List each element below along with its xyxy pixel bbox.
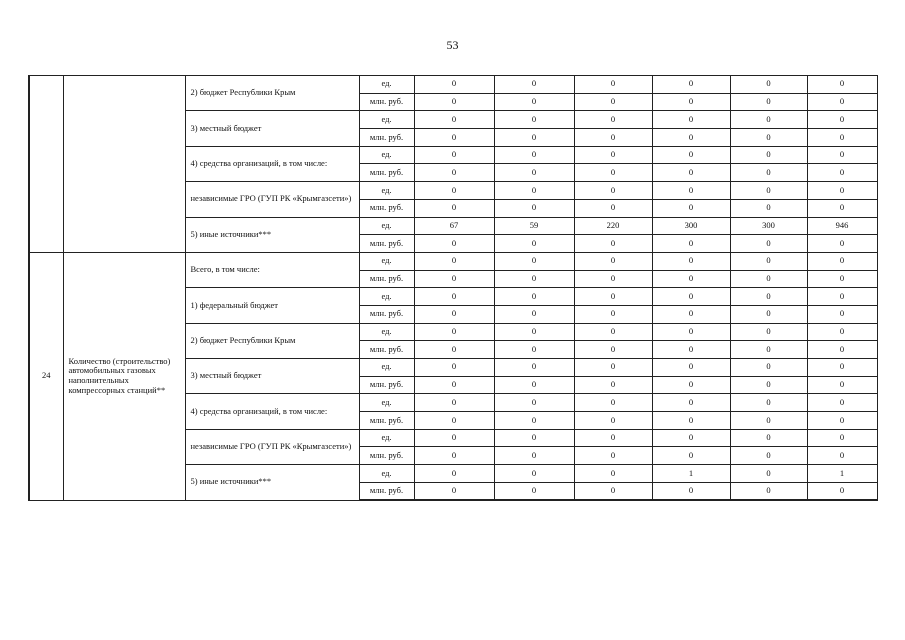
value-cell: 0	[414, 376, 494, 394]
page-number: 53	[446, 38, 459, 52]
value-cell: 0	[652, 164, 730, 182]
item-number-cell	[29, 76, 63, 253]
unit-cell: млн. руб.	[359, 376, 414, 394]
value-cell: 0	[414, 182, 494, 200]
unit-cell: ед.	[359, 465, 414, 483]
value-cell: 0	[807, 235, 877, 253]
unit-cell: ед.	[359, 182, 414, 200]
value-cell: 0	[414, 341, 494, 359]
unit-cell: ед.	[359, 252, 414, 270]
value-cell: 0	[730, 288, 807, 306]
value-cell: 0	[494, 252, 574, 270]
value-cell: 0	[414, 93, 494, 111]
value-cell: 0	[494, 412, 574, 430]
value-cell: 0	[494, 376, 574, 394]
value-cell: 0	[494, 465, 574, 483]
value-cell: 0	[807, 146, 877, 164]
value-cell: 0	[730, 482, 807, 500]
funding-source-cell: Всего, в том числе:	[185, 252, 359, 287]
value-cell: 1	[807, 465, 877, 483]
value-cell: 0	[652, 447, 730, 465]
funding-source-cell: 4) средства организаций, в том числе:	[185, 146, 359, 181]
value-cell: 0	[414, 146, 494, 164]
value-cell: 0	[807, 129, 877, 147]
value-cell: 0	[807, 288, 877, 306]
value-cell: 0	[414, 252, 494, 270]
value-cell: 0	[494, 323, 574, 341]
value-cell: 0	[730, 447, 807, 465]
unit-cell: ед.	[359, 323, 414, 341]
value-cell: 0	[730, 341, 807, 359]
value-cell: 0	[414, 129, 494, 147]
value-cell: 0	[730, 164, 807, 182]
value-cell: 0	[414, 111, 494, 129]
value-cell: 0	[574, 270, 652, 288]
value-cell: 0	[414, 76, 494, 94]
value-cell: 0	[494, 235, 574, 253]
value-cell: 0	[807, 305, 877, 323]
value-cell: 0	[807, 76, 877, 94]
value-cell: 0	[494, 164, 574, 182]
value-cell: 0	[494, 305, 574, 323]
value-cell: 0	[494, 429, 574, 447]
value-cell: 0	[652, 111, 730, 129]
value-cell: 0	[574, 305, 652, 323]
value-cell: 0	[730, 182, 807, 200]
value-cell: 0	[730, 146, 807, 164]
value-cell: 0	[494, 394, 574, 412]
value-cell: 0	[652, 76, 730, 94]
value-cell: 0	[574, 93, 652, 111]
value-cell: 0	[574, 146, 652, 164]
value-cell: 946	[807, 217, 877, 235]
value-cell: 0	[574, 288, 652, 306]
value-cell: 67	[414, 217, 494, 235]
value-cell: 0	[652, 412, 730, 430]
value-cell: 0	[574, 235, 652, 253]
unit-cell: ед.	[359, 288, 414, 306]
funding-source-cell: независимые ГРО (ГУП РК «Крымгазсети»)	[185, 429, 359, 464]
value-cell: 0	[652, 93, 730, 111]
value-cell: 0	[414, 394, 494, 412]
value-cell: 0	[494, 146, 574, 164]
value-cell: 0	[652, 429, 730, 447]
table-body	[29, 76, 877, 501]
value-cell: 0	[494, 129, 574, 147]
value-cell: 0	[494, 182, 574, 200]
value-cell: 0	[574, 182, 652, 200]
value-cell: 0	[574, 482, 652, 500]
value-cell: 0	[730, 93, 807, 111]
value-cell: 0	[730, 270, 807, 288]
value-cell: 0	[652, 199, 730, 217]
value-cell: 0	[807, 323, 877, 341]
value-cell: 0	[574, 412, 652, 430]
value-cell: 0	[574, 465, 652, 483]
value-cell: 0	[574, 76, 652, 94]
value-cell: 0	[807, 447, 877, 465]
unit-cell: млн. руб.	[359, 341, 414, 359]
unit-cell: млн. руб.	[359, 447, 414, 465]
unit-cell: ед.	[359, 146, 414, 164]
value-cell: 0	[414, 359, 494, 377]
indicator-name-cell: Количество (строительство) автомобильных газовых наполнительных компрессорных станций**	[63, 252, 185, 500]
value-cell: 0	[574, 199, 652, 217]
funding-source-cell: 3) местный бюджет	[185, 111, 359, 146]
value-cell: 0	[574, 429, 652, 447]
value-cell: 0	[730, 376, 807, 394]
value-cell: 0	[652, 482, 730, 500]
value-cell: 0	[652, 252, 730, 270]
value-cell: 0	[574, 323, 652, 341]
unit-cell: млн. руб.	[359, 164, 414, 182]
value-cell: 0	[807, 93, 877, 111]
value-cell: 0	[414, 199, 494, 217]
value-cell: 0	[652, 305, 730, 323]
value-cell: 0	[494, 199, 574, 217]
value-cell: 0	[494, 288, 574, 306]
value-cell: 0	[494, 341, 574, 359]
value-cell: 0	[807, 412, 877, 430]
funding-source-cell: 4) средства организаций, в том числе:	[185, 394, 359, 429]
funding-source-cell: независимые ГРО (ГУП РК «Крымгазсети»)	[185, 182, 359, 217]
value-cell: 0	[807, 252, 877, 270]
unit-cell: млн. руб.	[359, 270, 414, 288]
value-cell: 0	[414, 412, 494, 430]
value-cell: 0	[414, 270, 494, 288]
value-cell: 0	[574, 129, 652, 147]
value-cell: 0	[414, 235, 494, 253]
value-cell: 300	[652, 217, 730, 235]
value-cell: 0	[807, 111, 877, 129]
value-cell: 0	[494, 447, 574, 465]
value-cell: 0	[494, 76, 574, 94]
value-cell: 0	[574, 359, 652, 377]
value-cell: 0	[730, 235, 807, 253]
unit-cell: ед.	[359, 394, 414, 412]
value-cell: 0	[652, 182, 730, 200]
value-cell: 300	[730, 217, 807, 235]
unit-cell: млн. руб.	[359, 482, 414, 500]
value-cell: 0	[574, 394, 652, 412]
unit-cell: млн. руб.	[359, 235, 414, 253]
value-cell: 0	[494, 359, 574, 377]
item-number-cell: 24	[29, 252, 63, 500]
value-cell: 0	[807, 376, 877, 394]
value-cell: 0	[730, 465, 807, 483]
funding-source-cell: 5) иные источники***	[185, 217, 359, 252]
value-cell: 0	[730, 199, 807, 217]
value-cell: 59	[494, 217, 574, 235]
value-cell: 0	[414, 164, 494, 182]
value-cell: 1	[652, 465, 730, 483]
value-cell: 0	[807, 359, 877, 377]
value-cell: 0	[730, 429, 807, 447]
value-cell: 0	[730, 359, 807, 377]
value-cell: 0	[574, 341, 652, 359]
unit-cell: млн. руб.	[359, 305, 414, 323]
value-cell: 0	[414, 305, 494, 323]
value-cell: 0	[730, 129, 807, 147]
table-row	[29, 252, 877, 270]
value-cell: 0	[574, 252, 652, 270]
value-cell: 0	[414, 465, 494, 483]
value-cell: 0	[494, 482, 574, 500]
unit-cell: ед.	[359, 76, 414, 94]
value-cell: 0	[730, 394, 807, 412]
value-cell: 0	[807, 270, 877, 288]
value-cell: 0	[494, 93, 574, 111]
value-cell: 0	[652, 394, 730, 412]
funding-source-cell: 1) федеральный бюджет	[185, 288, 359, 323]
value-cell: 0	[730, 252, 807, 270]
funding-source-cell: 2) бюджет Республики Крым	[185, 76, 359, 111]
unit-cell: млн. руб.	[359, 412, 414, 430]
value-cell: 0	[652, 235, 730, 253]
value-cell: 0	[414, 482, 494, 500]
unit-cell: ед.	[359, 217, 414, 235]
value-cell: 0	[652, 359, 730, 377]
unit-cell: ед.	[359, 429, 414, 447]
value-cell: 0	[414, 288, 494, 306]
value-cell: 0	[807, 164, 877, 182]
value-cell: 0	[730, 111, 807, 129]
table-row	[29, 76, 877, 94]
value-cell: 0	[652, 129, 730, 147]
value-cell: 0	[494, 111, 574, 129]
value-cell: 220	[574, 217, 652, 235]
unit-cell: млн. руб.	[359, 199, 414, 217]
unit-cell: ед.	[359, 111, 414, 129]
value-cell: 0	[807, 429, 877, 447]
value-cell: 0	[494, 270, 574, 288]
value-cell: 0	[574, 447, 652, 465]
value-cell: 0	[730, 76, 807, 94]
value-cell: 0	[807, 182, 877, 200]
funding-source-cell: 5) иные источники***	[185, 465, 359, 500]
value-cell: 0	[652, 146, 730, 164]
value-cell: 0	[414, 323, 494, 341]
value-cell: 0	[807, 199, 877, 217]
value-cell: 0	[652, 341, 730, 359]
value-cell: 0	[807, 341, 877, 359]
value-cell: 0	[652, 288, 730, 306]
value-cell: 0	[807, 482, 877, 500]
funding-source-cell: 3) местный бюджет	[185, 359, 359, 394]
value-cell: 0	[730, 412, 807, 430]
unit-cell: ед.	[359, 359, 414, 377]
unit-cell: млн. руб.	[359, 93, 414, 111]
unit-cell: млн. руб.	[359, 129, 414, 147]
value-cell: 0	[807, 394, 877, 412]
indicator-name-cell	[63, 76, 185, 253]
value-cell: 0	[574, 164, 652, 182]
value-cell: 0	[574, 376, 652, 394]
value-cell: 0	[652, 270, 730, 288]
funding-source-cell: 2) бюджет Республики Крым	[185, 323, 359, 358]
value-cell: 0	[730, 305, 807, 323]
funding-table	[28, 75, 878, 501]
value-cell: 0	[414, 447, 494, 465]
value-cell: 0	[414, 429, 494, 447]
value-cell: 0	[652, 323, 730, 341]
value-cell: 0	[730, 323, 807, 341]
value-cell: 0	[574, 111, 652, 129]
value-cell: 0	[652, 376, 730, 394]
